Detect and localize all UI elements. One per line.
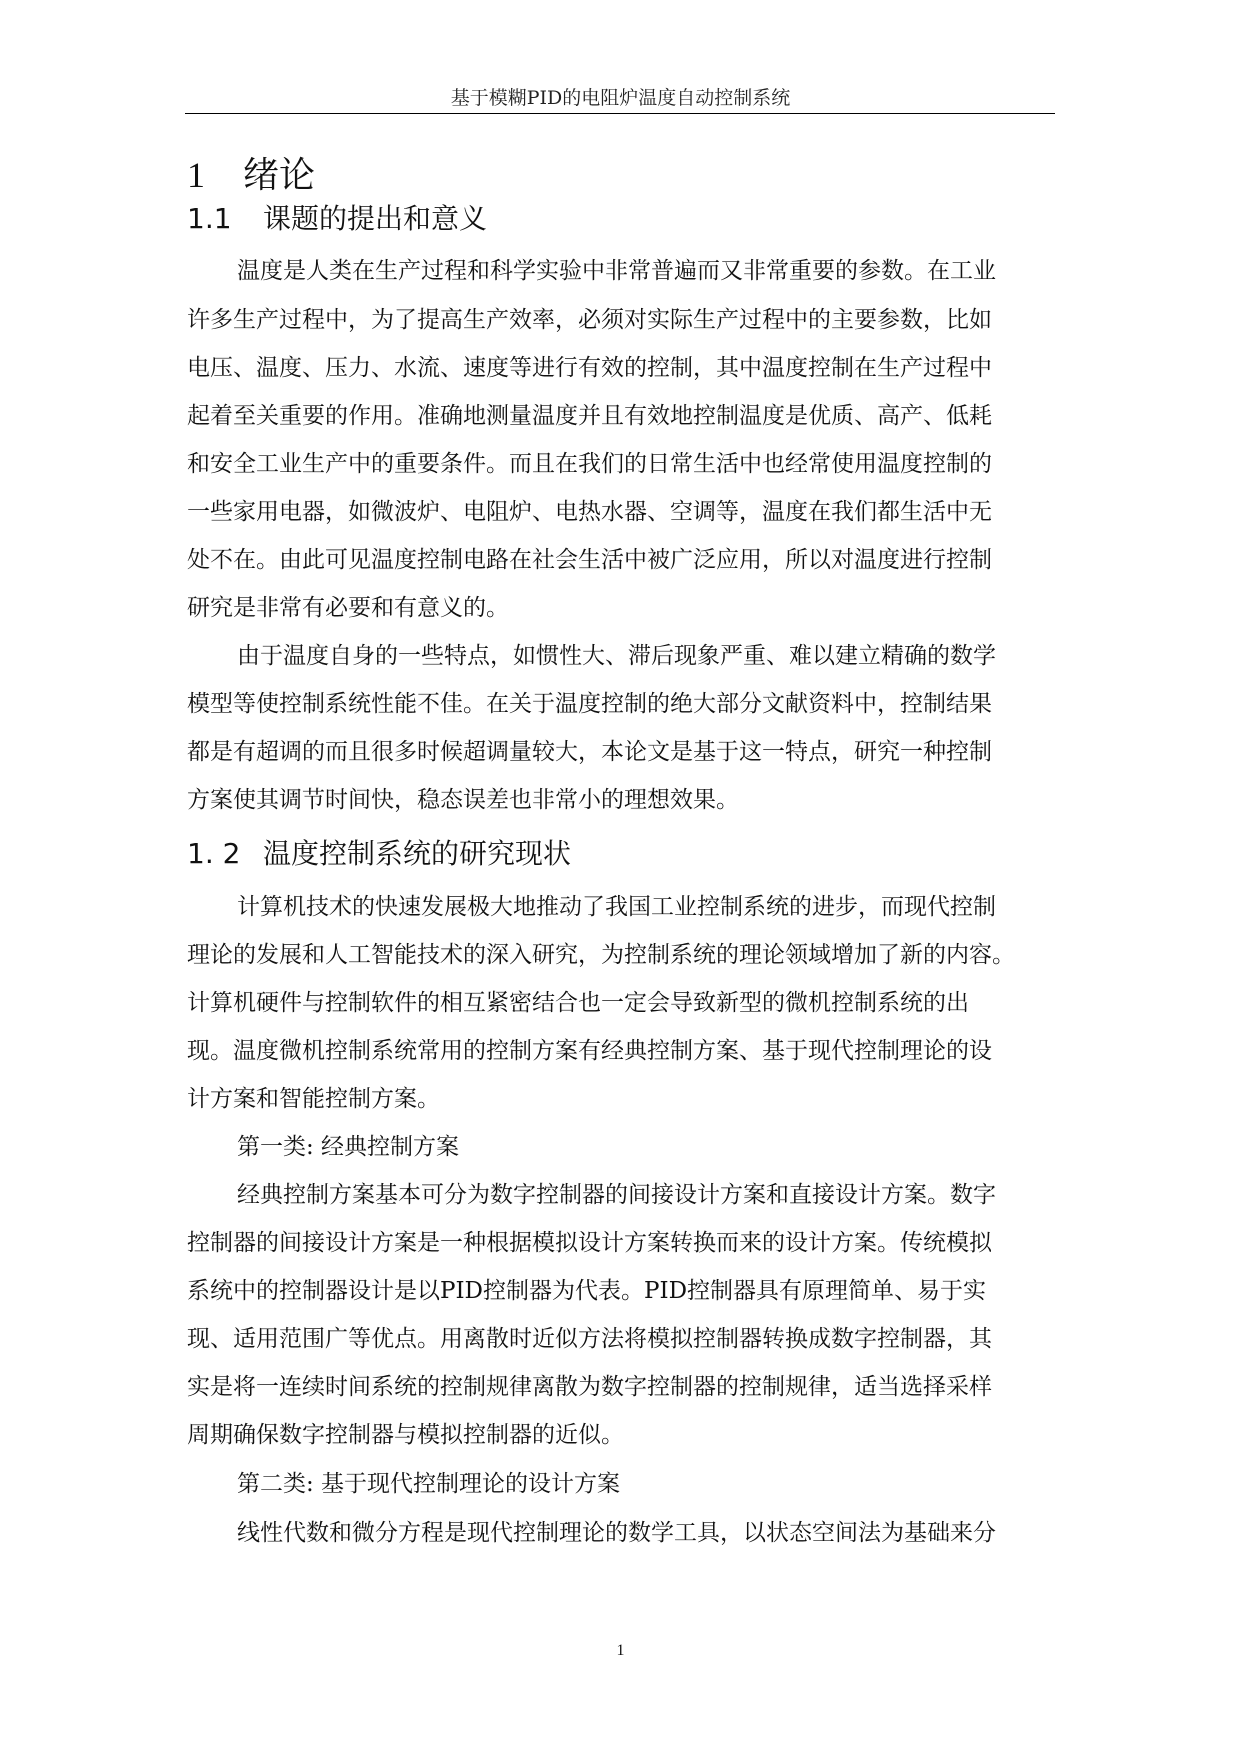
- paragraph-line: 一些家用电器，如微波炉、电阻炉、电热水器、空调等，温度在我们都生活中无: [187, 499, 992, 525]
- section-number: 1.1: [187, 202, 232, 235]
- paragraph-line: 方案使其调节时间快，稳态误差也非常小的理想效果。: [187, 787, 739, 813]
- paragraph-line: 理论的发展和人工智能技术的深入研究，为控制系统的理论领域增加了新的内容。: [187, 942, 1015, 968]
- subheading-line: 第二类: 基于现代控制理论的设计方案: [237, 1471, 621, 1497]
- paragraph-line: 起着至关重要的作用。准确地测量温度并且有效地控制温度是优质、高产、低耗: [187, 403, 992, 429]
- paragraph-line: 处不在。由此可见温度控制电路在社会生活中被广泛应用，所以对温度进行控制: [187, 547, 992, 573]
- header-rule: [185, 113, 1055, 114]
- paragraph-line: 线性代数和微分方程是现代控制理论的数学工具，以状态空间法为基础来分: [237, 1520, 996, 1546]
- paragraph-line: 许多生产过程中，为了提高生产效率，必须对实际生产过程中的主要参数，比如: [187, 307, 992, 333]
- subheading-line: 第一类: 经典控制方案: [237, 1134, 460, 1160]
- paragraph-line: 现。温度微机控制系统常用的控制方案有经典控制方案、基于现代控制理论的设: [187, 1038, 992, 1064]
- section-title-text: 课题的提出和意义: [263, 202, 488, 235]
- page-number: 1: [616, 1642, 625, 1659]
- section-title-text: 温度控制系统的研究现状: [263, 837, 572, 870]
- paragraph-line: 和安全工业生产中的重要条件。而且在我们的日常生活中也经常使用温度控制的: [187, 451, 992, 477]
- section-heading-1-1: [187, 201, 487, 237]
- chapter-title: [187, 153, 315, 198]
- paragraph-line: 周期确保数字控制器与模拟控制器的近似。: [187, 1422, 624, 1448]
- paragraph-line: 计方案和智能控制方案。: [187, 1086, 440, 1112]
- paragraph-line: 计算机技术的快速发展极大地推动了我国工业控制系统的进步，而现代控制: [237, 894, 996, 920]
- section-number: 1. 2: [187, 837, 241, 870]
- running-header: 基于模糊PID的电阻炉温度自动控制系统: [450, 87, 791, 109]
- paragraph-line: 控制器的间接设计方案是一种根据模拟设计方案转换而来的设计方案。传统模拟: [187, 1230, 992, 1256]
- paragraph-line: 由于温度自身的一些特点，如惯性大、滞后现象严重、难以建立精确的数学: [237, 643, 996, 669]
- paragraph-line: 电压、温度、压力、水流、速度等进行有效的控制，其中温度控制在生产过程中: [187, 355, 992, 381]
- chapter-number: 1: [187, 155, 205, 195]
- paragraph-line: 温度是人类在生产过程和科学实验中非常普遍而又非常重要的参数。在工业: [237, 258, 996, 284]
- paragraph-line: 实是将一连续时间系统的控制规律离散为数字控制器的控制规律，适当选择采样: [187, 1374, 992, 1400]
- paragraph-line: 经典控制方案基本可分为数字控制器的间接设计方案和直接设计方案。数字: [237, 1182, 996, 1208]
- paragraph-line: 现、适用范围广等优点。用离散时近似方法将模拟控制器转换成数字控制器，其: [187, 1326, 992, 1352]
- paragraph-line: 系统中的控制器设计是以PID控制器为代表。PID控制器具有原理简单、易于实: [187, 1278, 987, 1304]
- paragraph-line: 都是有超调的而且很多时候超调量较大，本论文是基于这一特点，研究一种控制: [187, 739, 992, 765]
- paragraph-line: 研究是非常有必要和有意义的。: [187, 595, 509, 621]
- section-heading-1-2: [187, 836, 571, 872]
- paragraph-line: 模型等使控制系统性能不佳。在关于温度控制的绝大部分文献资料中，控制结果: [187, 691, 992, 717]
- paragraph-line: 计算机硬件与控制软件的相互紧密结合也一定会导致新型的微机控制系统的出: [187, 990, 969, 1016]
- chapter-title-text: 绪论: [243, 155, 316, 196]
